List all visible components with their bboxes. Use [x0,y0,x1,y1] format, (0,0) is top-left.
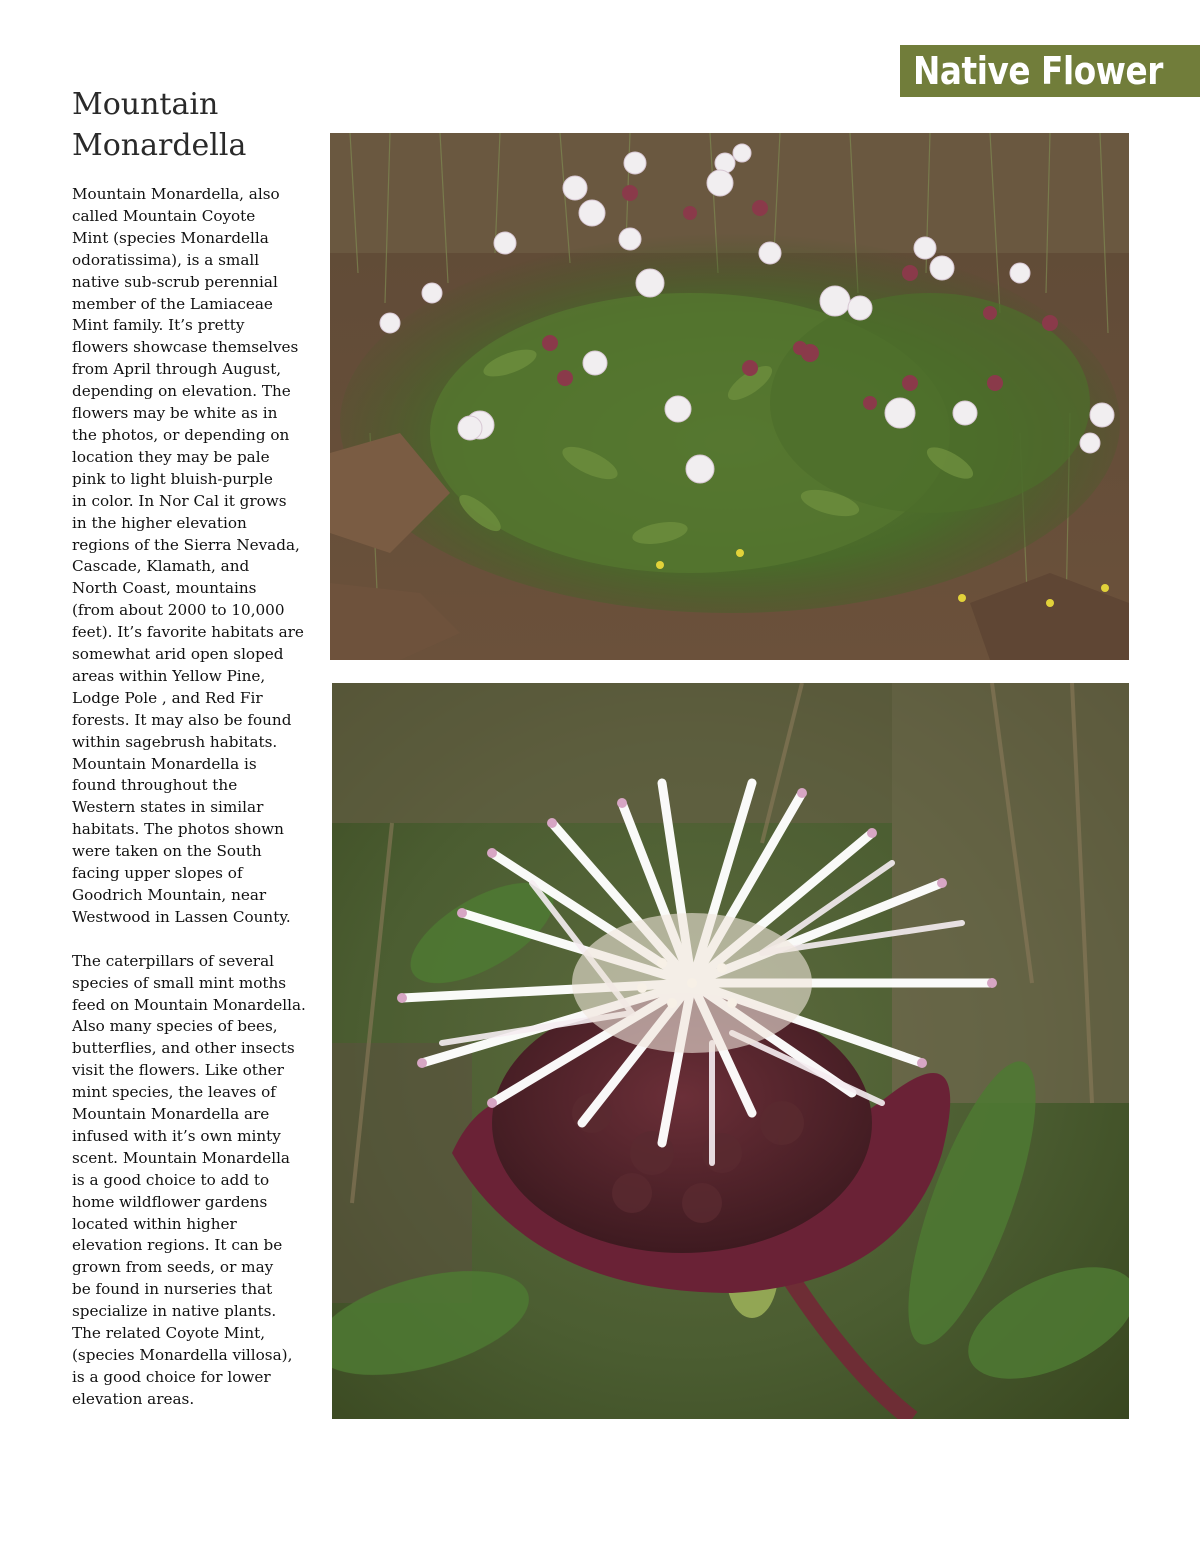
body-text-line: depending on elevation. The [72,382,291,401]
body-text-line: mint species, the leaves of [72,1083,276,1102]
body-text-line: elevation regions. It can be [72,1236,283,1255]
body-text-line: regions of the Sierra Nevada, [72,535,300,554]
article-title-line: Monardella [72,128,247,163]
body-text-line: habitats. The photos shown [72,820,284,839]
meadow-photo [330,133,1129,660]
body-text-line: called Mountain Coyote [72,206,256,225]
body-text-line: infused with it’s own minty [72,1126,281,1145]
body-text-line: specialize in native plants. [72,1302,277,1321]
body-text-line: is a good choice for lower [72,1367,271,1386]
body-text-line: areas within Yellow Pine, [72,666,266,685]
paragraph-gap [72,929,322,951]
body-text-line: flowers may be white as in [72,404,278,423]
body-text-line: butterflies, and other insects [72,1039,295,1058]
body-text-line: feet). It’s favorite habitats are [72,623,304,642]
body-text-line: odoratissima), is a small [72,250,260,269]
body-text-line: feed on Mountain Monardella. [72,995,306,1014]
article-title-line: Mountain [72,87,219,122]
body-text-line: were taken on the South [72,842,262,861]
body-text-line: in color. In Nor Cal it grows [72,491,287,510]
body-text-line: Mountain Monardella are [72,1105,270,1124]
section-banner-label: Native Flower [913,49,1163,93]
body-text-line: member of the Lamiaceae [72,294,273,313]
flower-closeup-photo [332,683,1129,1419]
body-text-line: species of small mint moths [72,973,287,992]
body-text-line: forests. It may also be found [72,710,292,729]
body-text-line: located within higher [72,1214,237,1233]
body-text-line: somewhat arid open sloped [72,645,284,664]
body-text-line: found throughout the [72,776,238,795]
meadow-photo-image [330,133,1129,660]
body-text-line: Mint family. It’s pretty [72,316,245,335]
article-title [72,84,322,166]
body-text-line: Goodrich Mountain, near [72,886,267,904]
body-text-line: visit the flowers. Like other [72,1061,284,1080]
body-text-line: Mountain Monardella, also [72,185,280,203]
body-text-line: Westwood in Lassen County. [72,907,291,926]
body-text-line: in the higher elevation [72,513,247,532]
body-text-line: Mountain Monardella is [72,754,257,773]
article-body [72,184,322,1411]
body-text-line: flowers showcase themselves [72,338,299,357]
body-text-line: location they may be pale [72,447,270,466]
body-text-line: North Coast, mountains [72,579,257,598]
body-text-line: (from about 2000 to 10,000 [72,601,285,620]
flower-closeup-image [332,683,1129,1419]
body-text-line: the photos, or depending on [72,425,290,444]
body-text-line: (species Monardella villosa), [72,1346,293,1365]
body-text-line: facing upper slopes of [72,864,243,883]
section-banner [900,45,1200,97]
body-text-line: Lodge Pole , and Red Fir [72,688,263,707]
body-text-line: native sub-scrub perennial [72,272,278,291]
body-text-line: scent. Mountain Monardella [72,1148,290,1167]
body-text-line: be found in nurseries that [72,1280,273,1299]
body-text-line: from April through August, [72,360,282,379]
body-text-line: grown from seeds, or may [72,1258,274,1277]
body-text-line: is a good choice to add to [72,1170,270,1189]
body-text-line: pink to light bluish-purple [72,469,273,488]
body-text-line: within sagebrush habitats. [72,732,278,751]
body-text-line: Also many species of bees, [72,1017,278,1036]
body-text-line: Cascade, Klamath, and [72,557,250,576]
body-text-line: home wildflower gardens [72,1192,268,1211]
body-text-line: The caterpillars of several [72,951,274,970]
body-text-line: Western states in similar [72,798,264,817]
body-text-line: The related Coyote Mint, [72,1324,266,1343]
body-text-line: elevation areas. [72,1389,195,1408]
body-text-line: Mint (species Monardella [72,228,269,247]
